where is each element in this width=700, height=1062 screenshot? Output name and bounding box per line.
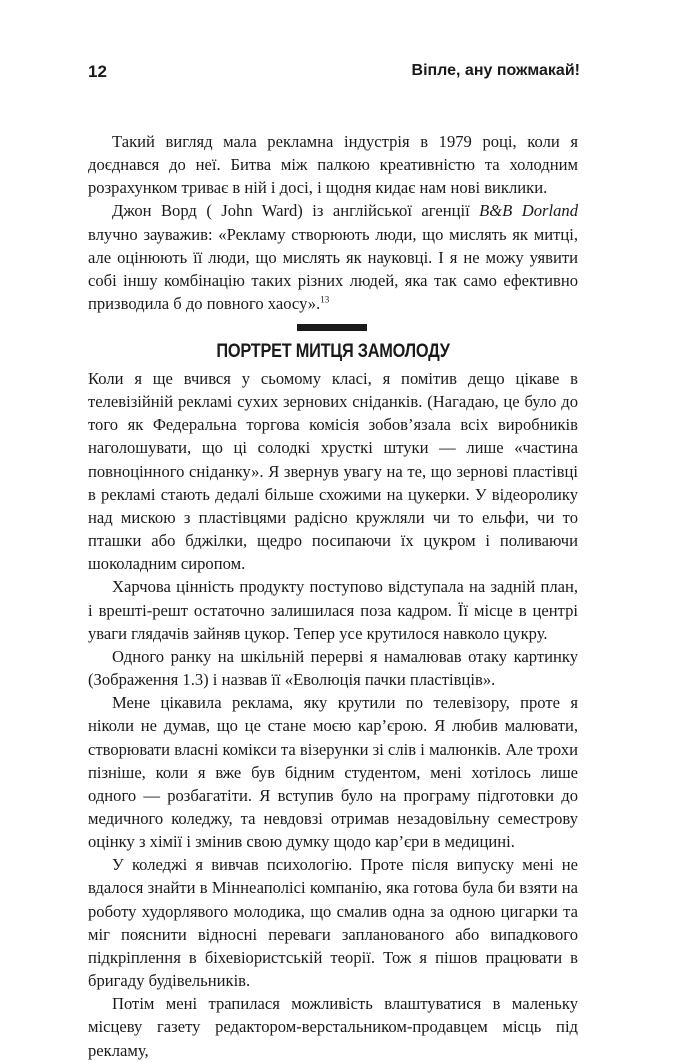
paragraph (88, 199, 578, 315)
paragraph-text: Джон Ворд ( John Ward) із англійської агенції (112, 201, 480, 221)
section-heading: ПОРТРЕТ МИТЦЯ ЗАМОЛОДУ (216, 341, 450, 362)
running-head (88, 62, 580, 88)
footnote-ref: 13 (320, 294, 330, 305)
running-title: Віпле, ану пожмакай! (411, 62, 580, 79)
section-divider (297, 324, 367, 331)
page-number: 12 (88, 62, 107, 81)
paragraph-text: влучно зауважив: «Рекламу створюють люди, що мислять як митці, але оцінюють її люди, що мислять як науковці. І я не можу уявити собі іншу комбінацію таких різних людей, яка так само ефективно призводила б до повного хаосу». (88, 224, 578, 314)
paragraph: Коли я ще вчився у сьомому класі, я помітив дещо цікаве в телевізійній рекламі сухих зернових сніданків. (Нагадаю, це було до того як Федеральна торгова комісія зобов’язала всіх виробників наголошувати, що ці солодкі хрусткі штуки — лише «частина повноцінного сніданку». Я звернув увагу на те, що зернові пластівці в рекламі стають дедалі більше схожими на цукерки. У відеоролику над мискою з пластівцями радісно кружляли чи то ельфи, чи то пташки або бджілки, щедро посипаючи їх цукром і поливаючи шоколадним сиропом. (88, 369, 578, 574)
intro-text (88, 130, 578, 315)
paragraph: Мене цікавила реклама, яку крутили по телевізору, проте я ніколи не думав, що це стане моєю кар’єрою. Я любив малювати, створювати власні комікси та візерунки зі слів і малюнків. Але трохи пізніше, коли я вже був бідним студентом, мені хотілось лише одного — розбагатіти. Я вступив було на програму підготовки до медичного коледжу, та невдовзі отримав незадовільну семестрову оцінку з хімії і змінив свою думку щодо кар’єри в медицині. (88, 693, 578, 852)
agency-name: B&B Dorland (479, 201, 578, 221)
paragraph: Потім мені трапилася можливість влаштуватися в маленьку місцеву газету редактором-верстальником-продавцем місць під рекламу, (88, 994, 578, 1060)
paragraph: Одного ранку на шкільній перерві я намалював отаку картинку (Зображення 1.3) і назвав її «Еволюція пачки пластівців». (88, 646, 578, 690)
paragraph: Харчова цінність продукту поступово відступала на задній план, і врешті-решт остаточно залишилася поза кадром. Її місце в центрі уваги глядачів зайняв цукор. Тепер усе крутилося навколо цукру. (88, 577, 578, 643)
section-text (88, 367, 578, 1062)
paragraph: У коледжі я вивчав психологію. Проте після випуску мені не вдалося знайти в Міннеаполісі компанію, яка готова була би взяти на роботу худорлявого молодика, що смалив одна за одною цигарки та міг пояснити відносні переваги запланованого або випадкового підкріплення в біхевіористській теорії. Тож я пішов працювати в бригаду будівельників. (88, 855, 578, 991)
paragraph: Такий вигляд мала рекламна індустрія в 1979 році, коли я доєднався до неї. Битва між палкою креативністю та холодним розрахунком триває в ній і досі, і щодня кидає нам нові виклики. (88, 132, 578, 198)
